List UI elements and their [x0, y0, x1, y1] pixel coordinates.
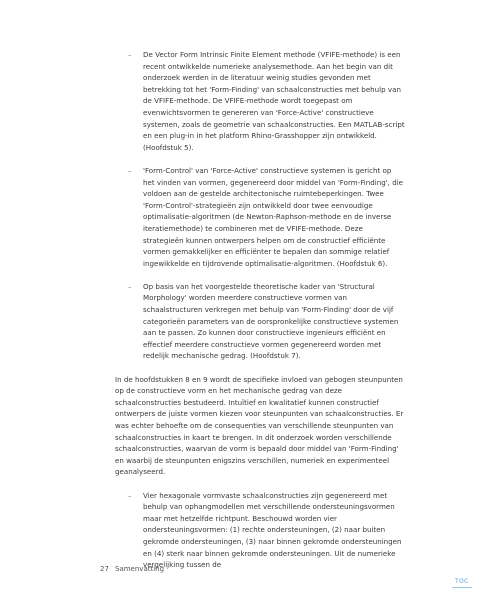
bullet-text: Vier hexagonale vormvaste schaalconstructies zijn gegenereerd met behulp van ophangmodellen met verschillende ondersteuningsvormen maar met hetzelfde richtpunt. Beschouwd worden vier ondersteuningsvormen: (1) rechte ondersteuningen, (2) naar buiten gekromde ondersteuningen, (3) naar binnen gekromde ondersteuningen en (4) sterk naar binnen gekromde ondersteuningen. Uit de numerieke vergelijking tussen de	[143, 490, 402, 570]
bullet-dash: –	[128, 50, 132, 59]
bullet-item	[115, 49, 405, 153]
bullet-text: De Vector Form Intrinsic Finite Element methode (VFIFE-methode) is een recent ontwikkelde numerieke analysemethode. Aan het begin van dit onderzoek werden in de literatuur weinig studies gevonden met betrekking tot het 'Form-Finding' van schaalconstructies met behulp van de VFIFE-methode. De VFIFE-methode wordt toegepast om evenwichtsvormen te genereren van 'Force-Active' constructieve systemen, zoals de geometrie van schaalconstructies. Een MATLAB-script en een plug-in in het platform Rhino-Grasshopper zijn ontwikkeld. (Hoofdstuk 5).	[143, 50, 405, 152]
bullet-dash: –	[128, 165, 132, 175]
paragraph-text: In de hoofdstukken 8 en 9 wordt de specifieke invloed van gebogen steunpunten op de constructieve vorm en het mechanische gedrag van deze schaalconstructies bestudeerd. Intuïtief en kwalitatief kunnen constructief ontwerpers de juiste vormen kiezen voor steunpunten van schaalconstructies. Er was echter behoefte om de consequenties van verschillende steunpunten van schaalconstructies in kaart te brengen. In dit onderzoek worden verschillende schaalconstructies, waarvan de vorm is bepaald door middel van 'Form-Finding' en waarbij de steunpunten enigszins verschillen, numeriek en experimenteel geanalyseerd.	[115, 374, 404, 477]
page-number: 27	[100, 565, 109, 573]
bullet-dash: –	[128, 281, 132, 291]
bullet-dash: –	[128, 490, 132, 500]
chapter-title: Samenvatting	[115, 565, 165, 573]
bullet-item	[115, 281, 405, 362]
bullet-item	[115, 490, 405, 571]
toc-underline	[452, 587, 472, 588]
bullet-text: Op basis van het voorgestelde theoretische kader van 'Structural Morphology' worden meerdere constructieve vormen van schaalstructuren verkregen met behulp van 'Form-Finding' door de vijf categorieën parameters van de oorspronkelijke constructieve systemen aan te passen. Zo kunnen door constructieve ingenieurs efficiënt en effectief meerdere constructieve vormen gegenereerd worden met redelijk mechanische gedrag. (Hoofdstuk 7).	[143, 281, 399, 361]
body-paragraph	[115, 374, 405, 478]
bullet-text: 'Form-Control' van 'Force-Active' constructieve systemen is gericht op het vinden van vormen, gegenereerd door middel van 'Form-Finding', die voldoen aan de gestelde architectonische ruimtebeperkingen. Twee 'Form-Control'-strategieën zijn ontwikkeld door twee eenvoudige optimalisatie-algoritmen (de Newton-Raphson-methode en de inverse iteratiemethode) te combineren met de VFIFE-methode. Deze strategieën kunnen ontwerpers helpen om de constructief efficiënte vormen gemakkelijker en efficiënter te bepalen dan sommige relatief ingewikkelde en tijdrovende optimalisatie-algoritmen. (Hoofdstuk 6).	[143, 165, 404, 268]
body-text	[115, 49, 405, 571]
bullet-item	[115, 165, 405, 269]
toc-link[interactable]: TOC	[455, 578, 469, 585]
